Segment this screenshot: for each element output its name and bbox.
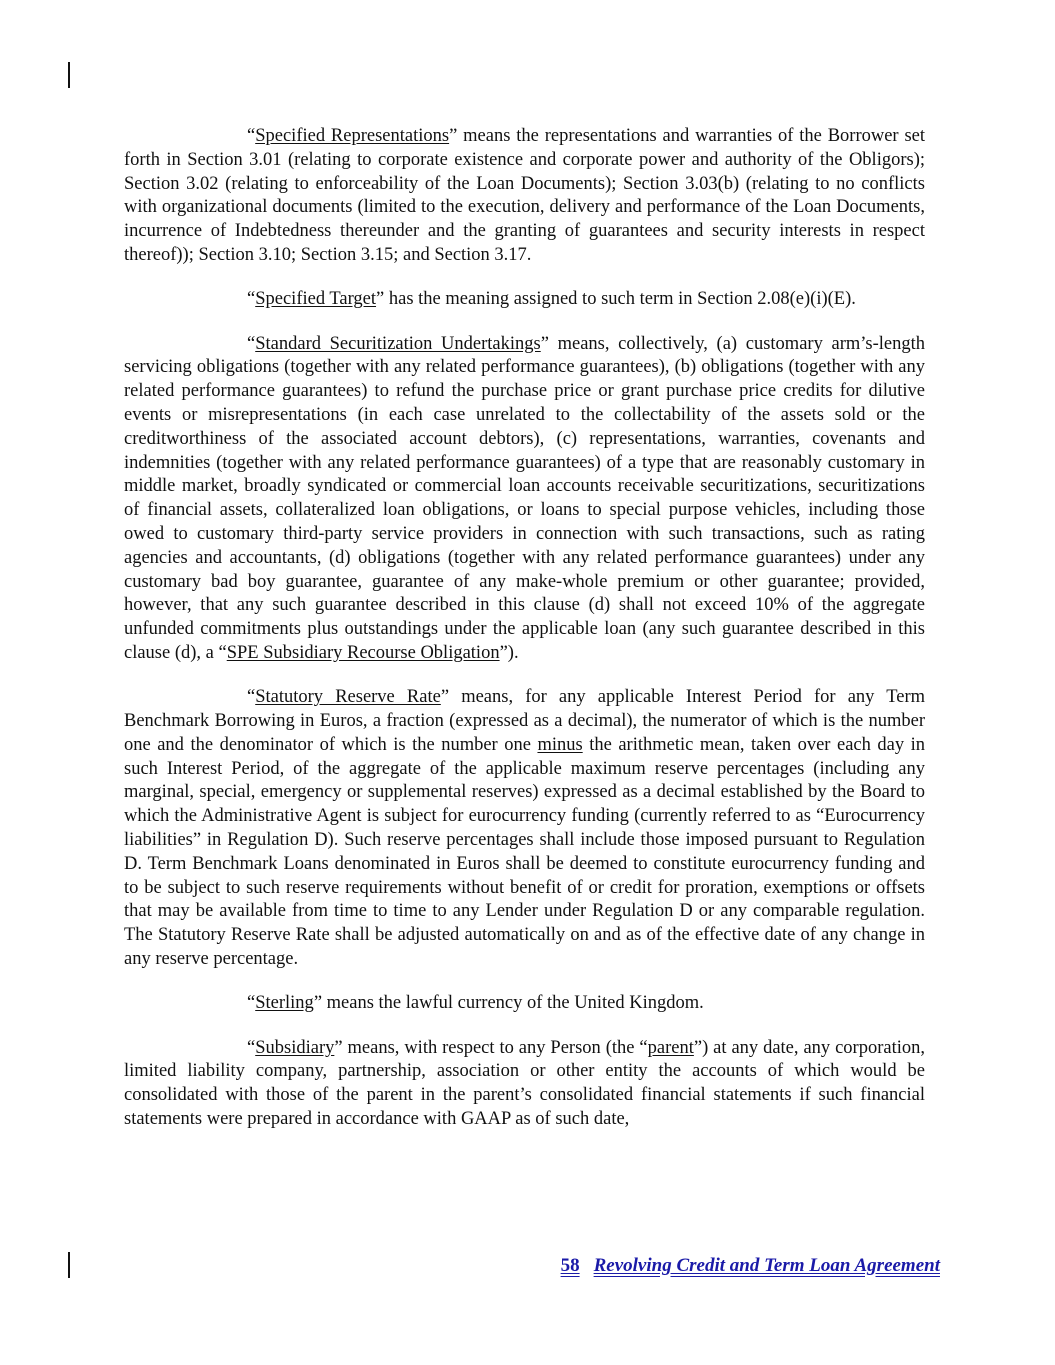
definition-statutory-reserve-rate <box>124 686 925 972</box>
open-quote: “ <box>247 333 256 354</box>
inner-defined-term: parent <box>647 1037 694 1058</box>
defined-term: Standard Securitization Undertakings <box>255 333 541 354</box>
close-quote: ” <box>334 1037 343 1058</box>
close-quote: ” <box>440 687 450 708</box>
definition-text: has the meaning assigned to such term in Section 2.08(e)(i)(E). <box>384 289 856 310</box>
defined-term: Specified Target <box>255 289 377 310</box>
open-quote: “ <box>247 1037 256 1058</box>
change-bar-top <box>68 62 70 88</box>
definition-tail: ”). <box>499 642 519 663</box>
definition-text: means, for any applicable Interest Period for any Term Benchmark Borrowing in Euros, a fraction (expressed as a decimal), the numerator of which is the number one and the denominator of which is the number one <box>124 687 925 755</box>
definition-text: means, collectively, (a) customary arm’s-length servicing obligations (together with any related performance guarantees), (b) obligations (together with any related performance guarantees) to refund the purchase price or grant purchase price credits for dilutive events or misrepresentations (in each case unrelated to the collectability of the assets sold or the creditworthiness of the associated account debtors), (c) representations, warranties, covenants and indemnities (together with any related performance guarantees) of a type that are reasonably customary in middle market, broadly syndicated or commercial loan accounts receivable securitizations, securitizations of financial assets, collateralized loan obligations, or loans to special purpose vehicles, including those owed to customary third-party service providers in connection with such transactions, such as rating agencies and accountants, (d) obligations (together with any related performance guarantees) under any customary bad boy guarantee, guarantee of any make-whole premium or other guarantee; provided, however, that any such guarantee described in this clause (d) shall not exceed 10% of the aggregate unfunded commitments plus outstandings under the applicable loan (any such guarantee described in this clause (d), a “ <box>124 333 925 663</box>
open-quote: “ <box>247 289 256 310</box>
defined-term: Subsidiary <box>255 1037 335 1058</box>
inner-defined-term: SPE Subsidiary Recourse Obligation <box>226 642 500 663</box>
defined-term: Specified Representations <box>255 126 450 146</box>
definition-text: means, with respect to any Person (the “ <box>342 1037 648 1058</box>
document-page <box>124 125 925 1152</box>
definition-subsidiary <box>124 1037 925 1132</box>
definition-specified-target <box>124 288 925 312</box>
open-quote: “ <box>247 993 256 1014</box>
defined-term: Statutory Reserve Rate <box>255 687 441 708</box>
definition-sterling <box>124 992 925 1016</box>
change-bar-bottom <box>68 1252 70 1278</box>
close-quote: ” <box>449 126 458 146</box>
definition-specified-representations <box>124 125 925 268</box>
emphasized-word: minus <box>537 734 583 755</box>
close-quote: ” <box>313 993 323 1014</box>
open-quote: “ <box>247 687 256 708</box>
definition-text: means the representations and warranties of the Borrower set forth in Section 3.01 (relating to corporate existence and corporate power and authority of the Obligors); Section 3.02 (relating to enforceability of the Loan Documents); Section 3.03(b) (relating to no conflicts with organizational documents (limited to the execution, delivery and performance of the Loan Documents, incurrence of Indebtedness thereunder and the granting of guarantees and security interests in respect thereof)); Section 3.10; Section 3.15; and Section 3.17. <box>124 126 925 265</box>
page-footer <box>561 1255 940 1277</box>
definition-standard-securitization-undertakings <box>124 333 925 666</box>
page-number-link[interactable]: 58 <box>560 1255 580 1276</box>
definition-tail: ”) at any date, any corporation, limited liability company, partnership, association or other entity the accounts of which would be consolidated with those of the parent in the parent’s consolidated financial statements if such financial statements were prepared in accordance with GAAP as of such date, <box>124 1037 925 1129</box>
defined-term: Sterling <box>255 993 314 1014</box>
close-quote: ” <box>540 333 549 354</box>
open-quote: “ <box>247 126 256 146</box>
definition-text: means the lawful currency of the United Kingdom. <box>322 993 704 1014</box>
document-title-link[interactable]: Revolving Credit and Term Loan Agreement <box>593 1255 940 1276</box>
close-quote: ” <box>376 289 385 310</box>
definition-tail: the arithmetic mean, taken over each day in such Interest Period, of the aggregate of the applicable maximum reserve percentages (including any marginal, special, emergency or supplemental reserves) expressed as a decimal established by the Board to which the Administrative Agent is subject for eurocurrency funding (currently referred to as “Eurocurrency liabilities” in Regulation D). Such reserve percentages shall include those imposed pursuant to Regulation D. Term Benchmark Loans denominated in Euros shall be deemed to constitute eurocurrency funding and to be subject to such reserve requirements without benefit of or credit for proration, exemptions or offsets that may be available from time to time to any Lender under Regulation D or any comparable regulation. The Statutory Reserve Rate shall be adjusted automatically on and as of the effective date of any change in any reserve percentage. <box>124 734 925 969</box>
